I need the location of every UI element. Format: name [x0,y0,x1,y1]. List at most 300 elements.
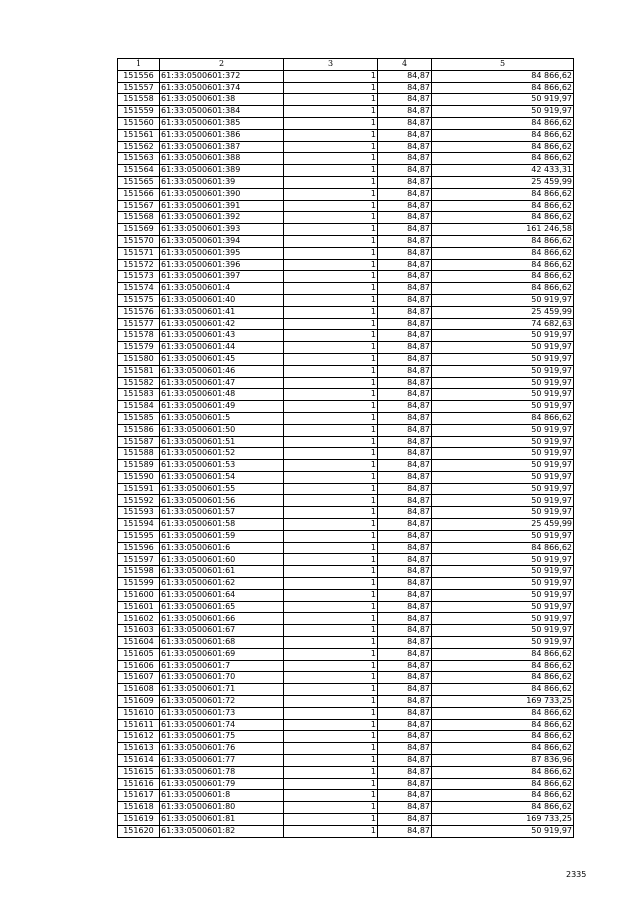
cadastral-number-cell: 61:33:0500601:71 [160,684,284,696]
table-row [118,200,574,212]
cadastral-number-cell: 61:33:0500601:67 [160,625,284,637]
count-cell: 1 [284,778,378,790]
count-cell: 1 [284,542,378,554]
rate-cell: 84,87 [378,719,432,731]
cadastral-number-cell: 61:33:0500601:61 [160,566,284,578]
rate-cell: 84,87 [378,731,432,743]
cadastral-number-cell: 61:33:0500601:44 [160,342,284,354]
row-id-cell: 151620 [118,825,160,837]
rate-cell: 84,87 [378,542,432,554]
rate-cell: 84,87 [378,495,432,507]
amount-cell: 84 866,62 [432,766,574,778]
row-id-cell: 151580 [118,353,160,365]
table-row [118,70,574,82]
amount-cell: 50 919,97 [432,353,574,365]
row-id-cell: 151615 [118,766,160,778]
count-cell: 1 [284,589,378,601]
cadastral-number-cell: 61:33:0500601:396 [160,259,284,271]
count-cell: 1 [284,330,378,342]
rate-cell: 84,87 [378,70,432,82]
rate-cell: 84,87 [378,176,432,188]
rate-cell: 84,87 [378,306,432,318]
rate-cell: 84,87 [378,82,432,94]
table-row [118,471,574,483]
amount-cell: 84 866,62 [432,117,574,129]
row-id-cell: 151607 [118,672,160,684]
table-row [118,353,574,365]
cadastral-number-cell: 61:33:0500601:393 [160,224,284,236]
header-col-5: 5 [432,59,574,71]
amount-cell: 50 919,97 [432,330,574,342]
cadastral-number-cell: 61:33:0500601:390 [160,188,284,200]
table-row [118,601,574,613]
amount-cell: 87 836,96 [432,755,574,767]
amount-cell: 84 866,62 [432,790,574,802]
cadastral-number-cell: 61:33:0500601:48 [160,389,284,401]
row-id-cell: 151577 [118,318,160,330]
count-cell: 1 [284,530,378,542]
row-id-cell: 151569 [118,224,160,236]
table-row [118,519,574,531]
row-id-cell: 151596 [118,542,160,554]
amount-cell: 50 919,97 [432,483,574,495]
table-row [118,672,574,684]
cadastral-number-cell: 61:33:0500601:64 [160,589,284,601]
rate-cell: 84,87 [378,129,432,141]
count-cell: 1 [284,365,378,377]
table-row [118,802,574,814]
rate-cell: 84,87 [378,672,432,684]
rate-cell: 84,87 [378,802,432,814]
amount-cell: 169 733,25 [432,814,574,826]
cadastral-number-cell: 61:33:0500601:39 [160,176,284,188]
rate-cell: 84,87 [378,778,432,790]
row-id-cell: 151566 [118,188,160,200]
amount-cell: 25 459,99 [432,176,574,188]
row-id-cell: 151576 [118,306,160,318]
count-cell: 1 [284,141,378,153]
row-id-cell: 151598 [118,566,160,578]
table-row [118,377,574,389]
count-cell: 1 [284,814,378,826]
header-col-2: 2 [160,59,284,71]
amount-cell: 84 866,62 [432,743,574,755]
row-id-cell: 151573 [118,271,160,283]
count-cell: 1 [284,684,378,696]
rate-cell: 84,87 [378,247,432,259]
count-cell: 1 [284,554,378,566]
row-id-cell: 151588 [118,448,160,460]
table-row [118,731,574,743]
count-cell: 1 [284,825,378,837]
cadastral-number-cell: 61:33:0500601:73 [160,707,284,719]
count-cell: 1 [284,460,378,472]
table-row [118,825,574,837]
count-cell: 1 [284,578,378,590]
rate-cell: 84,87 [378,94,432,106]
row-id-cell: 151587 [118,436,160,448]
rate-cell: 84,87 [378,696,432,708]
rate-cell: 84,87 [378,377,432,389]
row-id-cell: 151594 [118,519,160,531]
cadastral-number-cell: 61:33:0500601:55 [160,483,284,495]
count-cell: 1 [284,707,378,719]
rate-cell: 84,87 [378,471,432,483]
rate-cell: 84,87 [378,566,432,578]
amount-cell: 84 866,62 [432,200,574,212]
count-cell: 1 [284,625,378,637]
rate-cell: 84,87 [378,519,432,531]
row-id-cell: 151589 [118,460,160,472]
table-row [118,448,574,460]
cadastral-number-cell: 61:33:0500601:384 [160,106,284,118]
count-cell: 1 [284,129,378,141]
count-cell: 1 [284,200,378,212]
row-id-cell: 151564 [118,165,160,177]
registry-table [117,58,574,838]
count-cell: 1 [284,412,378,424]
row-id-cell: 151567 [118,200,160,212]
cadastral-number-cell: 61:33:0500601:70 [160,672,284,684]
cadastral-number-cell: 61:33:0500601:38 [160,94,284,106]
cadastral-number-cell: 61:33:0500601:41 [160,306,284,318]
table-row [118,401,574,413]
table-row [118,460,574,472]
count-cell: 1 [284,353,378,365]
table-row [118,766,574,778]
row-id-cell: 151601 [118,601,160,613]
row-id-cell: 151619 [118,814,160,826]
amount-cell: 50 919,97 [432,94,574,106]
cadastral-number-cell: 61:33:0500601:5 [160,412,284,424]
row-id-cell: 151614 [118,755,160,767]
amount-cell: 84 866,62 [432,271,574,283]
amount-cell: 50 919,97 [432,471,574,483]
amount-cell: 84 866,62 [432,684,574,696]
row-id-cell: 151556 [118,70,160,82]
cadastral-number-cell: 61:33:0500601:79 [160,778,284,790]
header-col-1: 1 [118,59,160,71]
cadastral-number-cell: 61:33:0500601:75 [160,731,284,743]
rate-cell: 84,87 [378,342,432,354]
row-id-cell: 151609 [118,696,160,708]
header-col-4: 4 [378,59,432,71]
cadastral-number-cell: 61:33:0500601:66 [160,613,284,625]
rate-cell: 84,87 [378,648,432,660]
rate-cell: 84,87 [378,117,432,129]
table-row [118,318,574,330]
table-row [118,224,574,236]
count-cell: 1 [284,660,378,672]
table-row [118,165,574,177]
row-id-cell: 151570 [118,235,160,247]
table-row [118,578,574,590]
rate-cell: 84,87 [378,578,432,590]
amount-cell: 50 919,97 [432,294,574,306]
count-cell: 1 [284,377,378,389]
amount-cell: 84 866,62 [432,778,574,790]
amount-cell: 50 919,97 [432,401,574,413]
table-row [118,814,574,826]
row-id-cell: 151574 [118,283,160,295]
table-row [118,554,574,566]
rate-cell: 84,87 [378,389,432,401]
cadastral-number-cell: 61:33:0500601:386 [160,129,284,141]
row-id-cell: 151613 [118,743,160,755]
count-cell: 1 [284,672,378,684]
amount-cell: 84 866,62 [432,70,574,82]
table-row [118,719,574,731]
cadastral-number-cell: 61:33:0500601:54 [160,471,284,483]
rate-cell: 84,87 [378,200,432,212]
cadastral-number-cell: 61:33:0500601:4 [160,283,284,295]
amount-cell: 50 919,97 [432,424,574,436]
table-row [118,625,574,637]
table-row [118,342,574,354]
rate-cell: 84,87 [378,554,432,566]
amount-cell: 84 866,62 [432,283,574,295]
row-id-cell: 151590 [118,471,160,483]
row-id-cell: 151600 [118,589,160,601]
row-id-cell: 151585 [118,412,160,424]
cadastral-number-cell: 61:33:0500601:78 [160,766,284,778]
amount-cell: 50 919,97 [432,589,574,601]
rate-cell: 84,87 [378,318,432,330]
cadastral-number-cell: 61:33:0500601:391 [160,200,284,212]
cadastral-number-cell: 61:33:0500601:46 [160,365,284,377]
rate-cell: 84,87 [378,601,432,613]
count-cell: 1 [284,283,378,295]
row-id-cell: 151597 [118,554,160,566]
row-id-cell: 151582 [118,377,160,389]
count-cell: 1 [284,448,378,460]
table-row [118,141,574,153]
row-id-cell: 151603 [118,625,160,637]
count-cell: 1 [284,743,378,755]
row-id-cell: 151602 [118,613,160,625]
table-row [118,330,574,342]
count-cell: 1 [284,802,378,814]
amount-cell: 84 866,62 [432,660,574,672]
count-cell: 1 [284,342,378,354]
table-row [118,247,574,259]
cadastral-number-cell: 61:33:0500601:69 [160,648,284,660]
count-cell: 1 [284,117,378,129]
row-id-cell: 151558 [118,94,160,106]
cadastral-number-cell: 61:33:0500601:74 [160,719,284,731]
amount-cell: 84 866,62 [432,153,574,165]
table-row [118,306,574,318]
cadastral-number-cell: 61:33:0500601:385 [160,117,284,129]
cadastral-number-cell: 61:33:0500601:395 [160,247,284,259]
count-cell: 1 [284,106,378,118]
count-cell: 1 [284,247,378,259]
amount-cell: 50 919,97 [432,566,574,578]
header-row [118,59,574,71]
amount-cell: 84 866,62 [432,707,574,719]
table-row [118,283,574,295]
amount-cell: 50 919,97 [432,530,574,542]
rate-cell: 84,87 [378,684,432,696]
amount-cell: 50 919,97 [432,106,574,118]
table-row [118,648,574,660]
row-id-cell: 151568 [118,212,160,224]
row-id-cell: 151579 [118,342,160,354]
count-cell: 1 [284,271,378,283]
amount-cell: 50 919,97 [432,601,574,613]
table-row [118,412,574,424]
rate-cell: 84,87 [378,353,432,365]
count-cell: 1 [284,471,378,483]
cadastral-number-cell: 61:33:0500601:60 [160,554,284,566]
amount-cell: 50 919,97 [432,825,574,837]
amount-cell: 84 866,62 [432,82,574,94]
cadastral-number-cell: 61:33:0500601:394 [160,235,284,247]
count-cell: 1 [284,318,378,330]
amount-cell: 84 866,62 [432,129,574,141]
page-number: 2335 [566,870,587,879]
row-id-cell: 151610 [118,707,160,719]
amount-cell: 74 682,63 [432,318,574,330]
table-row [118,696,574,708]
count-cell: 1 [284,212,378,224]
row-id-cell: 151560 [118,117,160,129]
rate-cell: 84,87 [378,365,432,377]
table-row [118,530,574,542]
row-id-cell: 151561 [118,129,160,141]
table-row [118,778,574,790]
row-id-cell: 151559 [118,106,160,118]
count-cell: 1 [284,648,378,660]
amount-cell: 84 866,62 [432,672,574,684]
rate-cell: 84,87 [378,460,432,472]
cadastral-number-cell: 61:33:0500601:68 [160,637,284,649]
rate-cell: 84,87 [378,448,432,460]
table-row [118,153,574,165]
rate-cell: 84,87 [378,637,432,649]
amount-cell: 84 866,62 [432,802,574,814]
table-row [118,389,574,401]
count-cell: 1 [284,637,378,649]
cadastral-number-cell: 61:33:0500601:65 [160,601,284,613]
cadastral-number-cell: 61:33:0500601:397 [160,271,284,283]
amount-cell: 84 866,62 [432,412,574,424]
count-cell: 1 [284,153,378,165]
amount-cell: 50 919,97 [432,436,574,448]
row-id-cell: 151595 [118,530,160,542]
count-cell: 1 [284,70,378,82]
row-id-cell: 151593 [118,507,160,519]
table-header [118,59,574,71]
table-row [118,294,574,306]
rate-cell: 84,87 [378,625,432,637]
cadastral-number-cell: 61:33:0500601:388 [160,153,284,165]
cadastral-number-cell: 61:33:0500601:389 [160,165,284,177]
cadastral-number-cell: 61:33:0500601:6 [160,542,284,554]
table-row [118,684,574,696]
rate-cell: 84,87 [378,814,432,826]
rate-cell: 84,87 [378,790,432,802]
count-cell: 1 [284,507,378,519]
amount-cell: 50 919,97 [432,342,574,354]
rate-cell: 84,87 [378,141,432,153]
row-id-cell: 151617 [118,790,160,802]
cadastral-number-cell: 61:33:0500601:45 [160,353,284,365]
rate-cell: 84,87 [378,743,432,755]
rate-cell: 84,87 [378,271,432,283]
table-row [118,707,574,719]
cadastral-number-cell: 61:33:0500601:7 [160,660,284,672]
amount-cell: 25 459,99 [432,519,574,531]
table-row [118,365,574,377]
row-id-cell: 151575 [118,294,160,306]
row-id-cell: 151605 [118,648,160,660]
cadastral-number-cell: 61:33:0500601:53 [160,460,284,472]
rate-cell: 84,87 [378,707,432,719]
table-row [118,542,574,554]
count-cell: 1 [284,495,378,507]
cadastral-number-cell: 61:33:0500601:42 [160,318,284,330]
rate-cell: 84,87 [378,188,432,200]
count-cell: 1 [284,224,378,236]
cadastral-number-cell: 61:33:0500601:374 [160,82,284,94]
row-id-cell: 151557 [118,82,160,94]
row-id-cell: 151565 [118,176,160,188]
count-cell: 1 [284,82,378,94]
cadastral-number-cell: 61:33:0500601:59 [160,530,284,542]
amount-cell: 84 866,62 [432,719,574,731]
cadastral-number-cell: 61:33:0500601:372 [160,70,284,82]
count-cell: 1 [284,731,378,743]
rate-cell: 84,87 [378,283,432,295]
amount-cell: 84 866,62 [432,141,574,153]
cadastral-number-cell: 61:33:0500601:51 [160,436,284,448]
count-cell: 1 [284,436,378,448]
rate-cell: 84,87 [378,412,432,424]
rate-cell: 84,87 [378,766,432,778]
count-cell: 1 [284,601,378,613]
count-cell: 1 [284,566,378,578]
cadastral-number-cell: 61:33:0500601:52 [160,448,284,460]
amount-cell: 50 919,97 [432,495,574,507]
table-row [118,483,574,495]
amount-cell: 50 919,97 [432,578,574,590]
table-body [118,70,574,837]
cadastral-number-cell: 61:33:0500601:82 [160,825,284,837]
count-cell: 1 [284,424,378,436]
table-row [118,660,574,672]
table-row [118,507,574,519]
table-row [118,743,574,755]
table-row [118,566,574,578]
cadastral-number-cell: 61:33:0500601:58 [160,519,284,531]
table-row [118,212,574,224]
rate-cell: 84,87 [378,235,432,247]
cadastral-number-cell: 61:33:0500601:387 [160,141,284,153]
amount-cell: 169 733,25 [432,696,574,708]
amount-cell: 84 866,62 [432,235,574,247]
amount-cell: 84 866,62 [432,731,574,743]
row-id-cell: 151583 [118,389,160,401]
rate-cell: 84,87 [378,224,432,236]
cadastral-number-cell: 61:33:0500601:49 [160,401,284,413]
amount-cell: 42 433,31 [432,165,574,177]
table-row [118,755,574,767]
row-id-cell: 151612 [118,731,160,743]
rate-cell: 84,87 [378,755,432,767]
cadastral-number-cell: 61:33:0500601:76 [160,743,284,755]
amount-cell: 50 919,97 [432,365,574,377]
